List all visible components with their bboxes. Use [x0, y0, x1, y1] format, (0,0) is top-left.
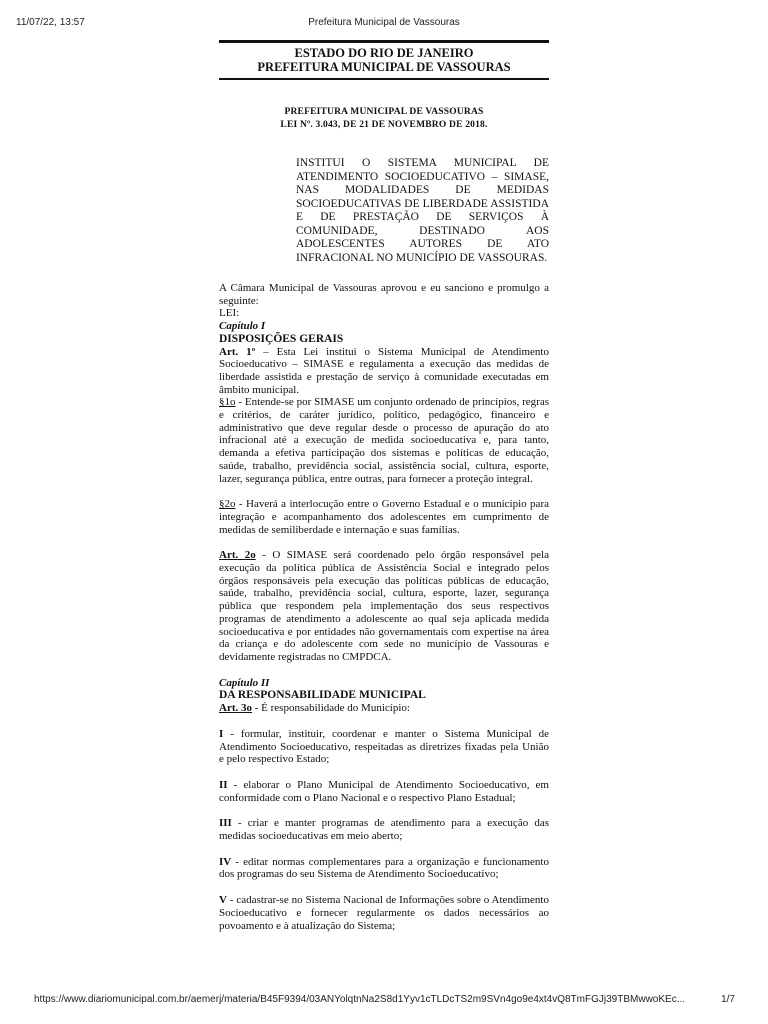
article-1 — [219, 346, 549, 397]
article-2-label — [219, 549, 256, 561]
spacer — [219, 664, 549, 677]
spacer — [219, 766, 549, 779]
chapter-1-label: Capítulo I — [219, 320, 266, 333]
chapter-2-label: Capítulo II — [219, 676, 270, 689]
law-ementa: INSTITUI O SISTEMA MUNICIPAL DE ATENDIMENTO SOCIOEDUCATIVO – SIMASE, NAS MODALIDADES DE MEDIDAS SOCIOEDUCATIVAS DE LIBERDADE ASSISTIDA E DE PRESTAÇÃO DE SERVIÇOS À COMUNIDADE, DESTINADO AOS ADOLESCENTES AUTORES DE ATO INFRACIONAL NO MUNICÍPIO DE VASSOURAS. — [296, 157, 549, 264]
paragraph-1-label: §1o — [219, 396, 236, 409]
item-iii-text: - criar e manter programas de atendimento para a execução das medidas socioeducativas em meio aberto; — [219, 817, 549, 843]
item-iv-label: IV — [219, 855, 232, 868]
preamble: A Câmara Municipal de Vassouras aprovou e eu sanciono e promulgo a seguinte: — [219, 282, 549, 307]
masthead-bottom-rule — [219, 78, 549, 80]
print-url: https://www.diariomunicipal.com.br/aemerj/materia/B45F9394/03ANYolqtnNa2S8d1Yyv1cTLDcTS2m9SVn4go9e4xt4vQ8TmFGJj39TBMwwoKEc... — [34, 994, 686, 1005]
masthead-state: ESTADO DO RIO DE JANEIRO — [294, 46, 474, 60]
article-2-text: - O SIMASE será coordenado pelo órgão responsável pela execução da política pública de Assistência Social e integrado pelos órgãos responsáveis pela execução das políticas públicas de educação, saúde, trabalho, previdência social, cultura, esporte, lazer, segurança pública que respondem pela implementação dos seus respectivos programas de atendimento a adolescente ao qual seja aplicada medida socioeducativa e por entidades não governamentais com expertise na área da criança e do adolescente com sede no município de Vassouras e devidamente registradas no CMPDCA. — [219, 549, 549, 663]
print-page-number: 1/7 — [721, 994, 735, 1005]
item-ii-label: II — [219, 778, 228, 791]
spacer — [219, 715, 549, 728]
item-iv — [219, 856, 549, 881]
article-1-label: Art. 1º — [219, 345, 256, 358]
item-iii-label: III — [219, 817, 232, 830]
item-v-text: - cadastrar-se no Sistema Nacional de Informações sobre o Atendimento Socioeducativo e fornecer regularmente os dados necessários ao povoamento e à atualização do Sistema; — [219, 894, 549, 932]
print-datetime: 11/07/22, 13:57 — [16, 17, 85, 28]
law-number: LEI Nº. 3.043, DE 21 DE NOVEMBRO DE 2018. — [280, 120, 488, 130]
article-3-text: - É responsabilidade do Município: — [252, 702, 410, 715]
spacer — [219, 536, 549, 549]
spacer — [219, 843, 549, 856]
spacer — [219, 485, 549, 498]
article-1-text: – Esta Lei institui o Sistema Municipal de Atendimento Socioeducativo – SIMASE e regulamenta a execução das medidas de liberdade assistida e prestação de serviço à comunidade executadas em âmbito municipal. — [219, 345, 549, 396]
chapter-1-title: DISPOSIÇÕES GERAIS — [219, 332, 344, 345]
paragraph-1 — [219, 396, 549, 485]
law-org: PREFEITURA MUNICIPAL DE VASSOURAS — [284, 107, 484, 117]
paragraph-2-text: - Haverá a interlocução entre o Governo Estadual e o município para integração e acompanhamento dos adolescentes em cumprimento de medidas de semiliberdade e internação e suas famílias. — [219, 498, 549, 536]
print-footer — [0, 994, 768, 1008]
spacer — [219, 804, 549, 817]
item-v — [219, 894, 549, 932]
chapter-2-title: DA RESPONSABILIDADE MUNICIPAL — [219, 689, 426, 702]
lei-label: LEI: — [219, 307, 240, 320]
article-3 — [219, 702, 549, 715]
masthead-top-rule — [219, 40, 549, 43]
item-ii — [219, 779, 549, 804]
document-body — [219, 40, 549, 932]
item-v-label: V — [219, 894, 227, 907]
article-2 — [219, 549, 549, 663]
paragraph-2 — [219, 498, 549, 536]
law-heading — [219, 106, 549, 132]
article-2-label-text: Art. 2o — [219, 549, 256, 562]
item-i — [219, 728, 549, 766]
print-header — [0, 17, 768, 31]
item-ii-text: - elaborar o Plano Municipal de Atendimento Socioeducativo, em conformidade com o Plano Nacional e o respectivo Plano Estadual; — [219, 778, 549, 804]
item-iv-text: - editar normas complementares para a organização e funcionamento dos programas do seu Sistema de Atendimento Socioeducativo; — [219, 855, 549, 881]
law-text — [219, 282, 549, 932]
paragraph-1-text: - Entende-se por SIMASE um conjunto ordenado de princípios, regras e critérios, de caráter jurídico, político, pedagógico, financeiro e administrativo que deve regular desde o processo de apuração do ato infracional até a execução de medida socioeducativa e, para tanto, demanda a efetiva participação dos sistemas e políticas de educação, saúde, trabalho, previdência social, assistência social, cultura, esporte, lazer, segurança pública, entre outras, para fornecer a proteção integral. — [219, 396, 549, 485]
spacer — [219, 881, 549, 894]
paragraph-2-label: §2o — [219, 498, 236, 511]
item-iii — [219, 817, 549, 842]
article-3-label-text: Art. 3o — [219, 702, 252, 715]
item-i-text: - formular, instituir, coordenar e manter o Sistema Municipal de Atendimento Socioeducativo, respeitadas as diretrizes fixadas pela União e pelo respectivo Estado; — [219, 727, 549, 766]
masthead — [219, 46, 549, 74]
article-3-label — [219, 702, 252, 714]
print-page-title: Prefeitura Municipal de Vassouras — [308, 17, 460, 28]
item-i-label: I — [219, 727, 224, 740]
masthead-prefeitura: PREFEITURA MUNICIPAL DE VASSOURAS — [257, 60, 511, 74]
